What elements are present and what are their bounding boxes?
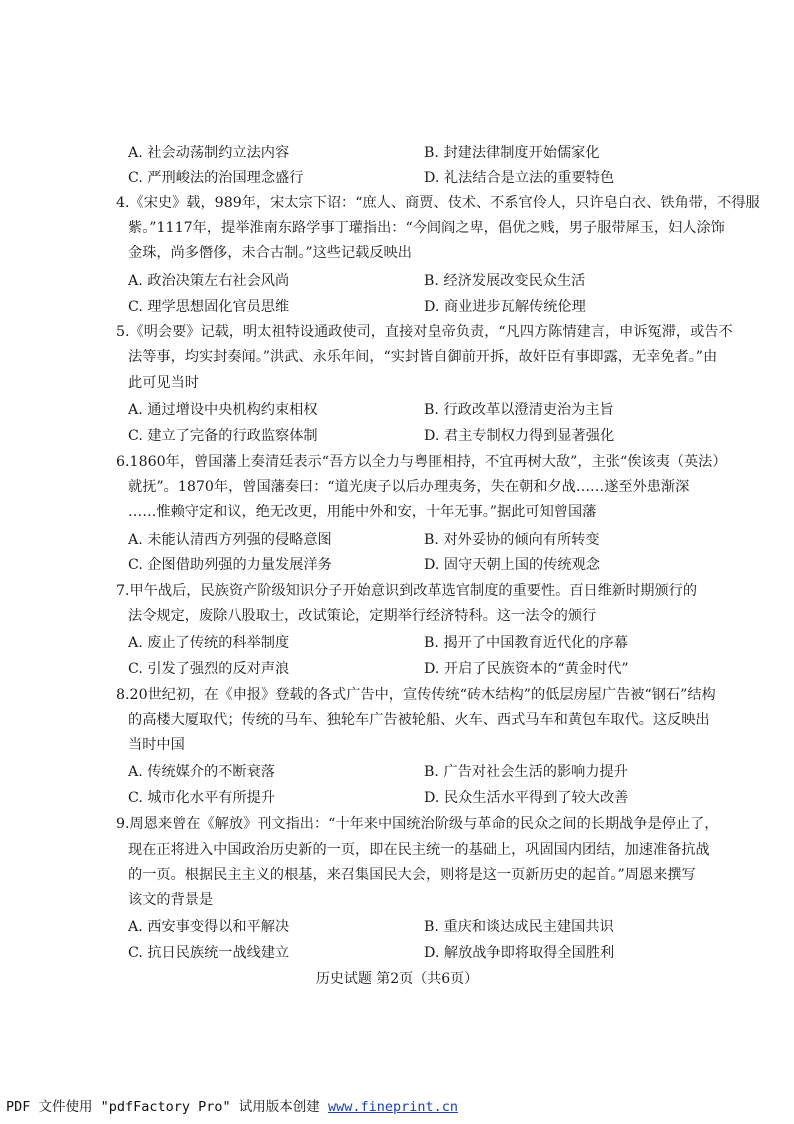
q6-option-d: D. 固守天朝上国的传统观念 [424,557,600,573]
watermark-text: PDF 文件使用 "pdfFactory Pro" 试用版本创建 [6,1099,328,1115]
q7-option-d: D. 开启了民族资本的“黄金时代” [424,661,629,677]
q4-stem-line-2: 紫。”1117年，提举淮南东路学事丁瓘指出：“今闾阎之卑，倡优之贱，男子服带犀玉，妇人涂饰 [128,220,725,236]
page-footer: 历史试题 第2页（共6页） [315,971,479,987]
q3-option-a: A. 社会动荡制约立法内容 [128,145,290,161]
q6-stem-line-3: ……惟赖守定和议，绝无改更，用能中外和安，十年无事。”据此可知曾国藩 [128,504,597,520]
q5-option-d: D. 君主专制权力得到显著强化 [424,428,615,444]
q9-stem-line-3: 的一页。根据民主主义的根基，来召集国民大会，则将是这一页新历史的起首。”周恩来撰写 [128,867,696,883]
pdf-watermark [6,1095,458,1115]
q7-option-c: C. 引发了强烈的反对声浪 [128,661,290,677]
q6-option-c: C. 企图借助列强的力量发展洋务 [128,557,332,573]
q7-option-b: B. 揭开了中国教育近代化的序幕 [424,635,628,651]
q9-option-c: C. 抗日民族统一战线建立 [128,945,290,961]
q8-option-a: A. 传统媒介的不断衰落 [128,764,275,780]
q5-stem-line-3: 此可见当时 [128,375,199,391]
q7-stem-line-2: 法令规定，废除八股取士，改试策论，定期举行经济特科。这一法令的颁行 [128,608,597,624]
q7-option-a: A. 废止了传统的科举制度 [128,635,290,651]
q8-stem-line-1: 8.20世纪初，在《申报》登载的各式广告中，宣传传统“砖木结构”的低层房屋广告被“钢石”结构 [116,687,716,703]
q9-option-d: D. 解放战争即将取得全国胜利 [424,945,615,961]
q9-option-a: A. 西安事变得以和平解决 [128,919,290,935]
q5-option-a: A. 通过增设中央机构约束相权 [128,402,318,418]
q5-stem-line-1: 5.《明会要》记载，明太祖特设通政使司，直接对皇帝负责，“凡四方陈情建言，申诉冤滞，或告不 [116,324,733,340]
q8-option-b: B. 广告对社会生活的影响力提升 [424,764,628,780]
q4-option-c: C. 理学思想固化官员思维 [128,299,290,315]
q4-option-b: B. 经济发展改变民众生活 [424,273,586,289]
q9-stem-line-1: 9.周恩来曾在《解放》刊文指出：“十年来中国统治阶级与革命的民众之间的长期战争是停止了， [116,816,719,832]
q8-stem-line-3: 当时中国 [128,737,185,753]
q3-option-c: C. 严刑峻法的治国理念盛行 [128,170,304,186]
q3-option-d: D. 礼法结合是立法的重要特色 [424,170,615,186]
q6-option-a: A. 未能认清西方列强的侵略意图 [128,532,332,548]
q4-option-a: A. 政治决策左右社会风尚 [128,273,290,289]
q9-option-b: B. 重庆和谈达成民主建国共识 [424,919,614,935]
q6-stem-line-1: 6.1860年，曾国藩上奏清廷表示“吾方以全力与粤匪相持，不宜再树大敌”，主张“俟该夷（英法） [116,454,727,470]
q7-stem-line-1: 7.甲午战后，民族资产阶级知识分子开始意识到改革选官制度的重要性。百日维新时期颁行的 [116,583,698,599]
q9-stem-line-2: 现在正将进入中国政治历史新的一页，即在民主统一的基础上，巩固国内团结，加速准备抗战 [128,842,710,858]
q8-stem-line-2: 的高楼大厦取代；传统的马车、独轮车广告被轮船、火车、西式马车和黄包车取代。这反映出 [128,712,710,728]
q5-stem-line-2: 法等事，均实封奏闻。”洪武、永乐年间，“实封皆自御前开拆，故奸臣有事即露，无幸免者。”由 [128,349,718,365]
q4-stem-line-1: 4.《宋史》载，989年，宋太宗下诏：“庶人、商贾、伎术、不系官伶人，只许皂白衣、铁角带，不得服 [116,195,760,211]
q3-option-b: B. 封建法律制度开始儒家化 [424,145,600,161]
q6-stem-line-2: 就抚”。1870年，曾国藩奏曰：“道光庚子以后办理夷务，失在朝和夕战……遂至外患渐深 [128,479,690,495]
q5-option-c: C. 建立了完备的行政监察体制 [128,428,318,444]
watermark-link[interactable]: www.fineprint.cn [327,1099,458,1115]
q6-option-b: B. 对外妥协的倾向有所转变 [424,532,600,548]
q4-stem-line-3: 金珠，尚多僭侈，未合古制。”这些记载反映出 [128,245,412,261]
q9-stem-line-4: 该文的背景是 [128,892,214,908]
q8-option-c: C. 城市化水平有所提升 [128,790,276,806]
q5-option-b: B. 行政改革以澄清吏治为主旨 [424,402,614,418]
q8-option-d: D. 民众生活水平得到了较大改善 [424,790,629,806]
q4-option-d: D. 商业进步瓦解传统伦理 [424,299,586,315]
